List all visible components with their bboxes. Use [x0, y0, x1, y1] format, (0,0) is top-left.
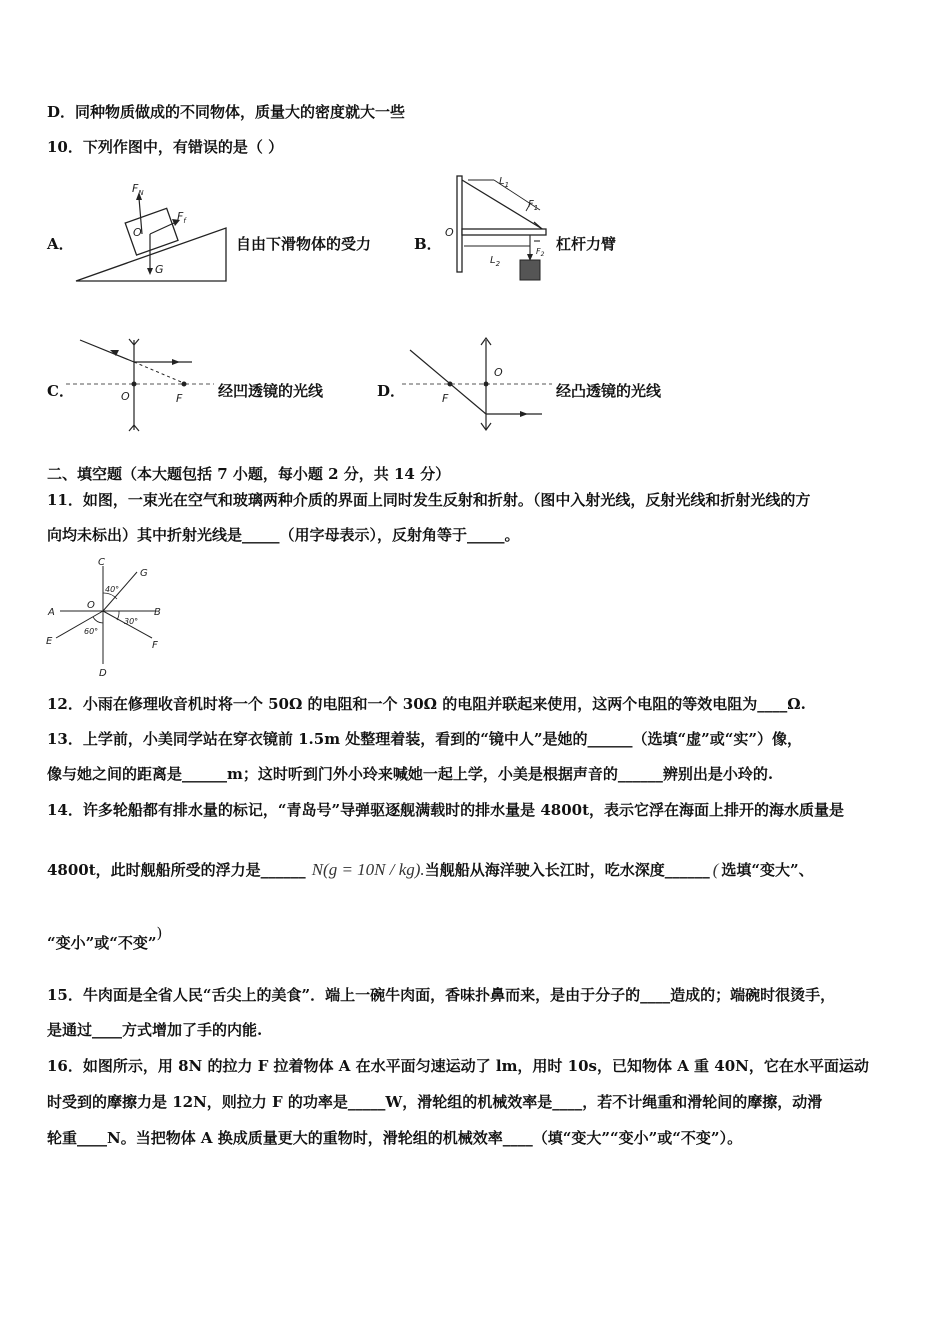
fig-d-f: F: [442, 392, 449, 405]
fig-c-f: F: [176, 392, 183, 405]
q15-line2: 是通过____方式增加了手的内能.: [47, 1021, 263, 1039]
fig-a-fn: $F_N$: [132, 182, 144, 197]
q10-stem: 10．下列作图中，有错误的是（ ）: [47, 138, 284, 156]
fig-b-o: O: [445, 226, 454, 239]
fig-b-l1: $L_1$: [499, 176, 510, 189]
q16-line2: 时受到的摩擦力是 12N，则拉力 F 的功率是_____W，滑轮组的机械效率是____，若不计绳重和滑轮间的摩擦，动滑: [47, 1093, 823, 1111]
q10-option-d-label: D．: [377, 382, 406, 400]
q11-label-f: F: [152, 640, 158, 651]
q14-paren-close: ): [156, 924, 163, 942]
q11-angle-30: 30°: [124, 617, 139, 626]
q10-option-a-caption: 自由下滑物体的受力: [236, 235, 372, 253]
q10-option-b-label: B．: [414, 235, 442, 253]
fig-a-g: G: [155, 263, 164, 276]
q10-option-c-label: C．: [47, 382, 74, 400]
fig-b-f2: $F_2$: [536, 247, 545, 258]
q12-text: 12．小雨在修理收音机时将一个 50Ω 的电阻和一个 30Ω 的电阻并联起来使用，这两个电阻的等效电阻为____Ω.: [47, 695, 806, 713]
q11-figure: [44, 556, 174, 684]
q14-formula: N(g = 10N / kg).: [311, 860, 425, 879]
q13-line1: 13．上学前，小美同学站在穿衣镜前 1.5m 处整理着装，看到的“镜中人”是她的______（选填“虚”或“实”）像，: [47, 730, 803, 748]
q15-line1: 15．牛肉面是全省人民“舌尖上的美食”．端上一碗牛肉面，香味扑鼻而来，是由于分子的____造成的；端碗时很烫手，: [47, 986, 836, 1004]
q10-figure-b: [442, 170, 557, 288]
fig-d-o: O: [494, 366, 503, 379]
q11-angle-60: 60°: [84, 627, 99, 636]
q10-option-c-caption: 经凹透镜的光线: [218, 382, 324, 400]
q16-line3: 轮重____N。当把物体 A 换成质量更大的重物时，滑轮组的机械效率____（填“变大”“变小”或“不变”）。: [47, 1129, 743, 1147]
q11-label-g: G: [140, 568, 148, 579]
fig-c-o: O: [121, 390, 130, 403]
q11-label-e: E: [46, 636, 53, 647]
fig-b-f1: $F_1$: [528, 199, 539, 212]
q14-line3-text: “变小”或“不变”: [47, 934, 157, 952]
q11-line2: 向均未标出）其中折射光线是_____（用字母表示），反射角等于_____。: [47, 526, 520, 544]
q10-figure-d: [402, 334, 554, 434]
q14-line2-b: 当舰船从海洋驶入长江时，吃水深度______: [424, 861, 710, 879]
q10-option-b-caption: 杠杆力臂: [556, 235, 617, 253]
q14-line2: [47, 860, 814, 880]
q11-label-d: D: [99, 668, 107, 679]
q11-label-c: C: [98, 557, 105, 568]
q14-line2-c: 选填“变大”、: [721, 861, 814, 879]
q10-figure-a: [70, 178, 235, 288]
fig-a-o: O: [133, 226, 142, 239]
q11-angle-40: 40°: [105, 585, 120, 594]
q11-label-b: B: [154, 607, 161, 618]
q10-figure-c: [66, 334, 216, 434]
q14-line3: [47, 924, 163, 953]
section2-title: 二、填空题（本大题包括 7 小题，每小题 2 分，共 14 分）: [47, 465, 451, 483]
q10-option-a-label: A．: [47, 235, 74, 253]
q10-option-d-caption: 经凸透镜的光线: [556, 382, 662, 400]
q11-line1: 11．如图，一束光在空气和玻璃两种介质的界面上同时发生反射和折射。（图中入射光线，反射光线和折射光线的方: [47, 491, 811, 509]
q9-option-d: D．同种物质做成的不同物体，质量大的密度就大一些: [47, 103, 406, 121]
fig-a-ff: $F_f$: [177, 210, 186, 225]
fig-b-l2: $L_2$: [490, 255, 501, 268]
q14-line1: 14．许多轮船都有排水量的标记，“青岛号”导弹驱逐舰满载时的排水量是 4800t，表示它浮在海面上排开的海水质量是: [47, 801, 845, 819]
q16-line1: 16．如图所示，用 8N 的拉力 F 拉着物体 A 在水平面匀速运动了 lm，用时 10s，已知物体 A 重 40N，它在水平面运动: [47, 1057, 869, 1075]
q14-line2-a: 4800t，此时舰船所受的浮力是______: [47, 861, 306, 879]
q11-label-a: A: [48, 607, 55, 618]
q13-line2: 像与她之间的距离是______m；这时听到门外小玲来喊她一起上学，小美是根据声音的______辨别出是小玲的.: [47, 765, 774, 783]
q14-paren-open: (: [712, 860, 719, 879]
q11-label-o: O: [87, 600, 95, 611]
